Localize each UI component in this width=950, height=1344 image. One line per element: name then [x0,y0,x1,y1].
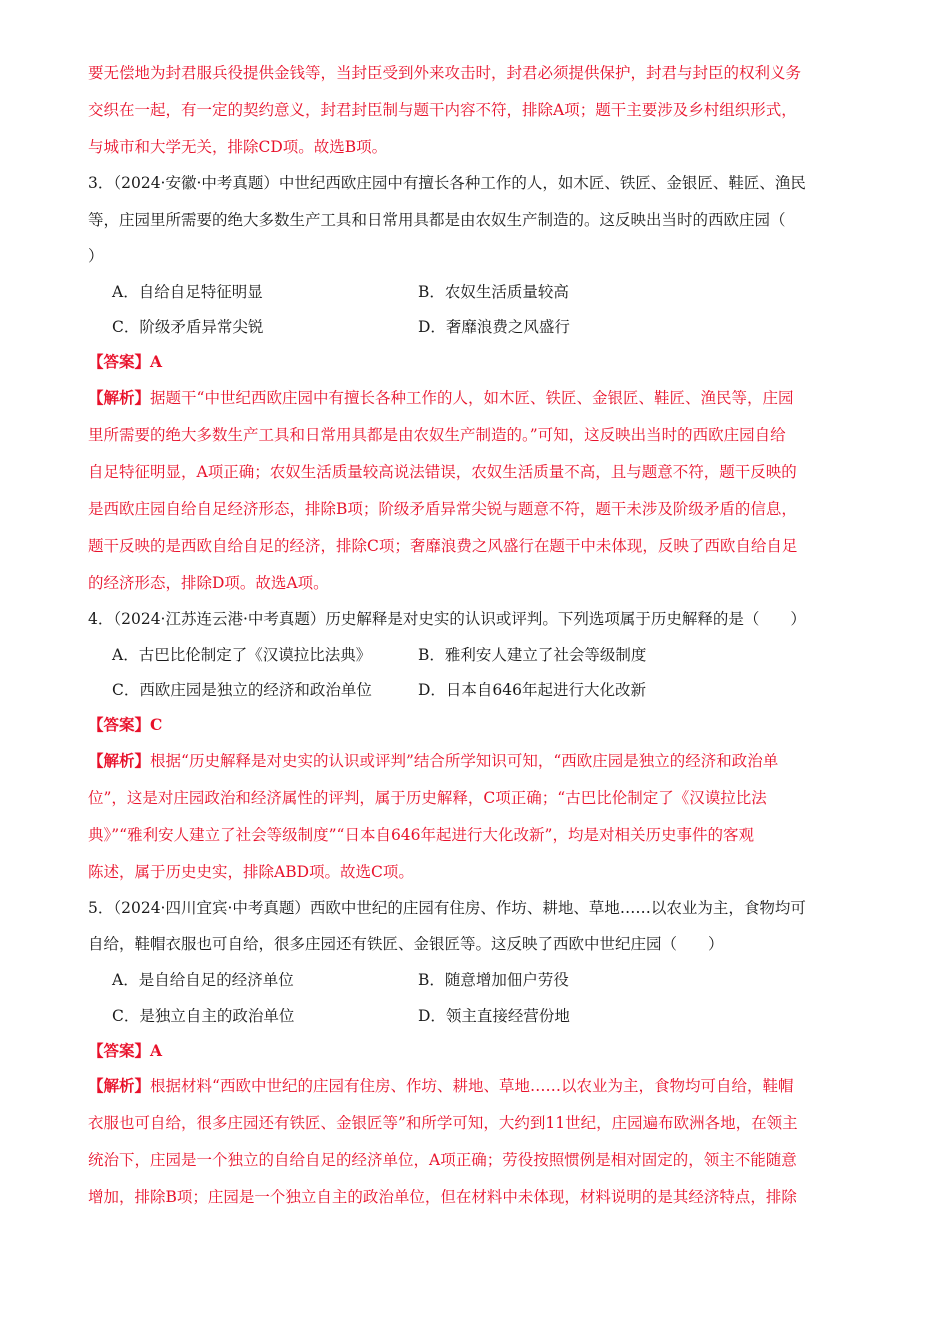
question-3-stem: 等，庄园里所需要的绝大多数生产工具和日常用具都是由农奴生产制造的。这反映出当时的西欧庄园（ [88,211,786,229]
question-5-option-d: D．领主直接经营份地 [418,1007,570,1025]
question-4-option-d: D．日本自646年起进行大化改新 [418,681,647,699]
question-4-analysis-line: 典》”“雅利安人建立了社会等级制度”“日本自646年起进行大化改新”，均是对相关历史事件的客观 [88,826,754,844]
analysis-label: 【解析】 [88,1076,151,1095]
analysis-label: 【解析】 [88,388,151,407]
question-3-analysis-line: 题干反映的是西欧自给自足的经济，排除C项；奢靡浪费之风盛行在题干中未体现，反映了西欧自给自足 [88,537,798,555]
question-4-option-a: A．古巴比伦制定了《汉谟拉比法典》 [112,646,372,664]
analysis-text: 据题干“中世纪西欧庄园中有擅长各种工作的人，如木匠、铁匠、金银匠、鞋匠、渔民等，庄园 [150,389,794,407]
question-5-option-c: C．是独立自主的政治单位 [112,1007,295,1025]
question-3-analysis-line: 的经济形态，排除D项。故选A项。 [88,574,329,592]
question-3-analysis-line: 自足特征明显，A项正确；农奴生活质量较高说法错误，农奴生活质量不高，且与题意不符，题干反映的 [88,463,797,481]
carryover-line: 要无偿地为封君服兵役提供金钱等，当封臣受到外来攻击时，封君必须提供保护，封君与封臣的权利义务 [88,64,802,82]
question-3-option-a: A．自给自足特征明显 [112,283,263,301]
question-4-analysis-line: 位”，这是对庄园政治和经济属性的评判，属于历史解释，C项正确；“古巴比伦制定了《汉谟拉比法 [88,789,767,807]
question-3-analysis-first-line [88,387,793,409]
question-4-stem: 4．（2024·江苏连云港·中考真题）历史解释是对史实的认识或评判。下列选项属于历史解释的是（ ） [88,610,806,628]
question-3-stem: ） [88,247,104,265]
analysis-label: 【解析】 [88,751,151,770]
question-5-answer: 【答案】A [88,1041,163,1060]
question-3-analysis-line: 里所需要的绝大多数生产工具和日常用具都是由农奴生产制造的。”可知，这反映出当时的西欧庄园自给 [88,426,786,444]
question-5-analysis-line: 增加，排除B项；庄园是一个独立自主的政治单位，但在材料中未体现，材料说明的是其经济特点，排除 [88,1188,797,1206]
question-4-option-b: B．雅利安人建立了社会等级制度 [418,646,647,664]
question-5-option-a: A．是自给自足的经济单位 [112,971,294,989]
question-4-option-c: C．西欧庄园是独立的经济和政治单位 [112,681,372,699]
question-4-analysis-line: 陈述，属于历史史实，排除ABD项。故选C项。 [88,863,414,881]
question-3-stem: 3．（2024·安徽·中考真题）中世纪西欧庄园中有擅长各种工作的人，如木匠、铁匠、金银匠、鞋匠、渔民 [88,174,806,192]
question-4-analysis-first-line [88,750,778,772]
analysis-text: 根据材料“西欧中世纪的庄园有住房、作坊、耕地、草地……以农业为主，食物均可自给，鞋帽 [150,1077,794,1095]
carryover-line: 交织在一起，有一定的契约意义，封君封臣制与题干内容不符，排除A项；题干主要涉及乡村组织形式， [88,101,797,119]
question-3-option-d: D．奢靡浪费之风盛行 [418,318,570,336]
analysis-text: 根据“历史解释是对史实的认识或评判”结合所学知识可知，“西欧庄园是独立的经济和政治单 [150,752,779,770]
question-5-analysis-line: 衣服也可自给，很多庄园还有铁匠、金银匠等”和所学可知，大约到11世纪，庄园遍布欧洲各地，在领主 [88,1114,798,1132]
question-5-analysis-line: 统治下，庄园是一个独立的自给自足的经济单位，A项正确；劳役按照惯例是相对固定的，领主不能随意 [88,1151,797,1169]
question-4-answer: 【答案】C [88,715,163,734]
question-5-analysis-first-line [88,1075,793,1097]
question-5-stem: 5．（2024·四川宜宾·中考真题）西欧中世纪的庄园有住房、作坊、耕地、草地……以农业为主，食物均可 [88,899,806,917]
carryover-line: 与城市和大学无关，排除CD项。故选B项。 [88,138,388,156]
question-5-stem: 自给，鞋帽衣服也可自给，很多庄园还有铁匠、金银匠等。这反映了西欧中世纪庄园（ ） [88,935,724,953]
question-3-analysis-line: 是西欧庄园自给自足经济形态，排除B项；阶级矛盾异常尖锐与题意不符，题干未涉及阶级矛盾的信息， [88,500,797,518]
question-3-option-b: B．农奴生活质量较高 [418,283,569,301]
question-3-option-c: C．阶级矛盾异常尖锐 [112,318,264,336]
question-3-answer: 【答案】A [88,352,163,371]
question-5-option-b: B．随意增加佃户劳役 [418,971,569,989]
